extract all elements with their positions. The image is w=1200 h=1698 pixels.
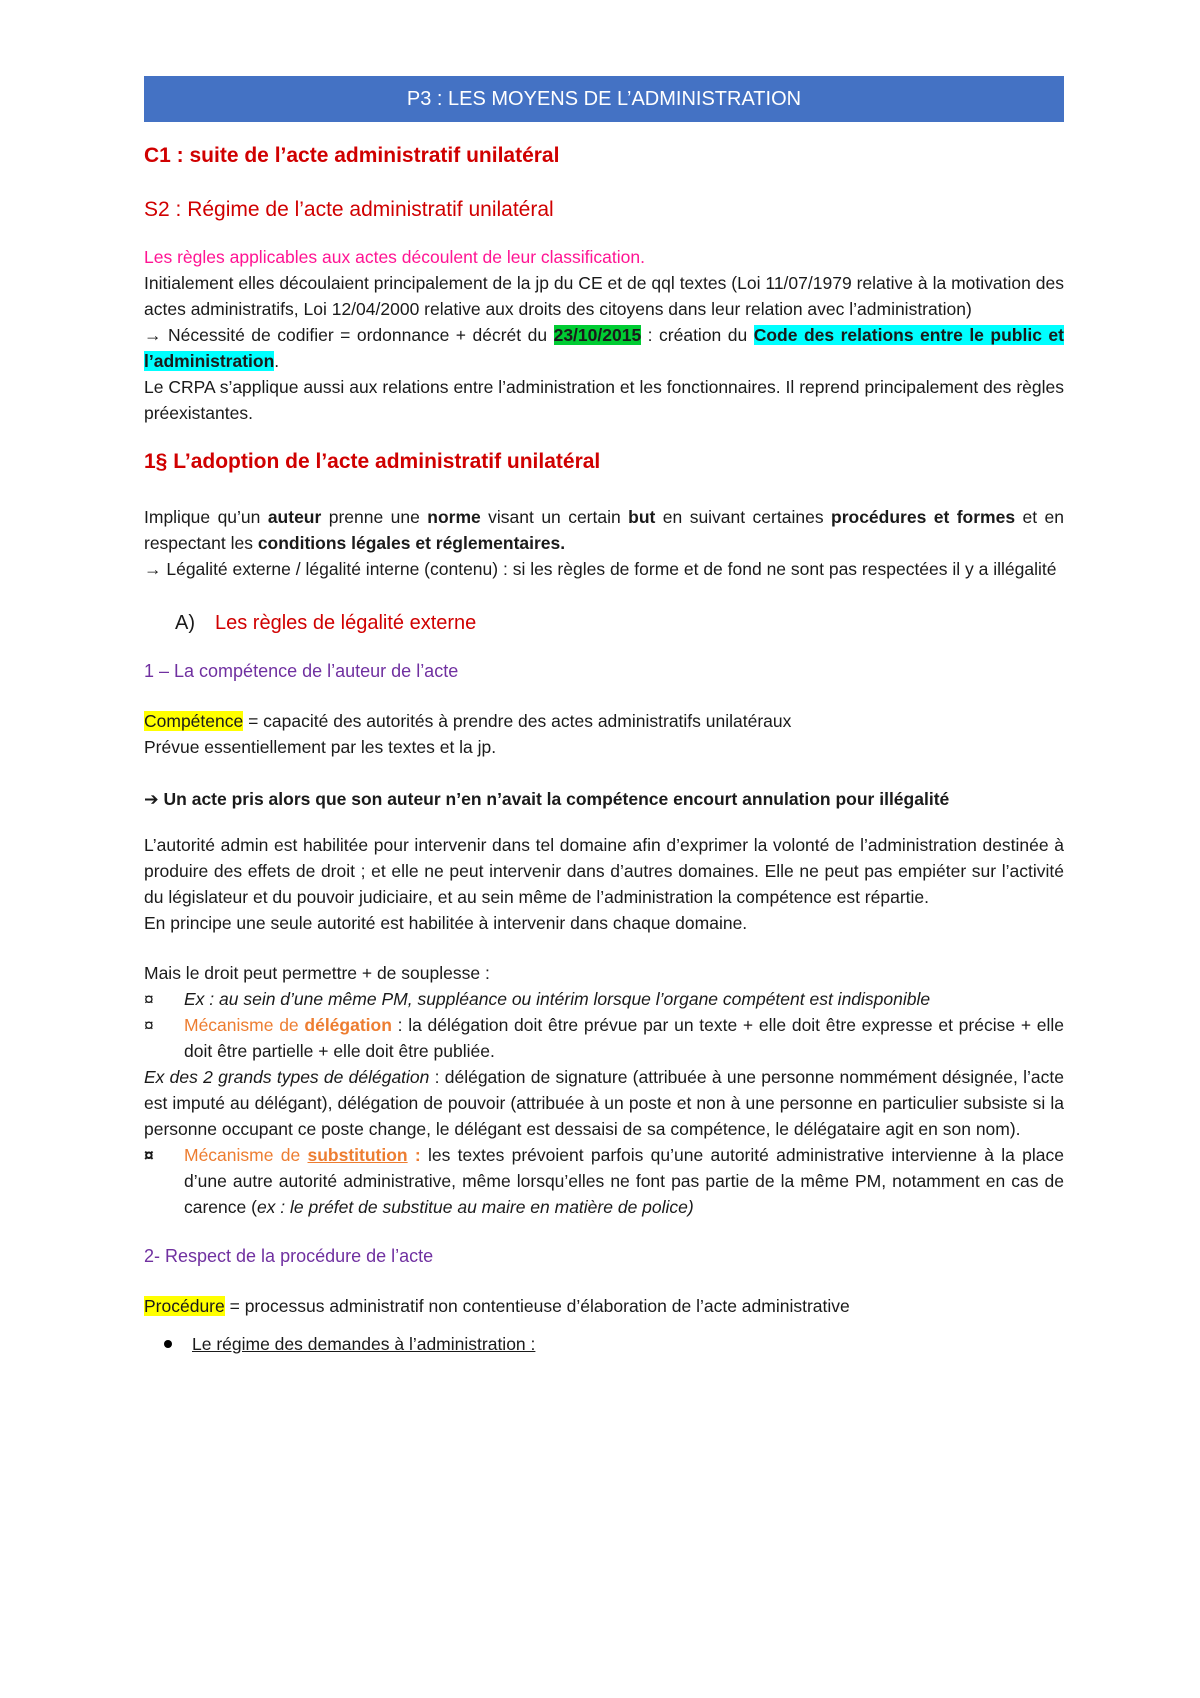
delegation-types-paragraph: [144, 1064, 1064, 1142]
subheading-a-label: A): [175, 612, 195, 634]
adoption-paragraph: [144, 504, 1064, 556]
interim-example: Ex : au sein d’une même PM, suppléance ou intérim lorsque l’organe compétent est indisponible: [184, 989, 931, 1009]
competence-paragraph: L’autorité admin est habilitée pour intervenir dans tel domaine afin d’exprimer la volonté de l’administration destinée à produire des effets de droit ; et elle ne peut intervenir dans d’autres domaines. Elle ne peut pas empiéter sur l’activité du législateur et du pouvoir judiciaire, et au sein même de l’administration la compétence est répartie.: [144, 835, 1064, 907]
substitution-text: [184, 1142, 1064, 1220]
substitution-description: les textes prévoient parfois qu’une autorité administrative intervienne à la place d’une autre autorité administrative, même lorsqu’elles ne font pas partie de la même PM, notamment en cas de carence (: [184, 1145, 1064, 1217]
adoption-text-3: visant un certain: [480, 507, 629, 527]
banner-title: P3 : LES MOYENS DE L’ADMINISTRATION: [406, 87, 802, 110]
intro-paragraph: Initialement elles découlaient principalement de la jp du CE et de qql textes (Loi 11/07/1979 relative à la motivation des actes administratifs, Loi 12/04/2000 relative aux droits des citoyens dans leur relation avec l’administration): [144, 273, 1064, 319]
flexibility-intro: Mais le droit peut permettre + de souplesse :: [144, 963, 490, 983]
delegation-label: Mécanisme de: [184, 1015, 305, 1035]
page-banner: [144, 76, 1064, 122]
adoption-block: [144, 504, 1064, 582]
subheading-a: [175, 612, 1064, 635]
delegation-types-label: Ex des 2 grands types de délégation: [144, 1067, 430, 1087]
list-item-delegation: [144, 1012, 1064, 1064]
adoption-bold-2: norme: [427, 507, 481, 527]
delegation-text: [184, 1012, 1064, 1064]
bullet-dot-icon: [164, 1340, 172, 1348]
intro-block: [144, 244, 1064, 426]
procedure-heading: 2- Respect de la procédure de l’acte: [144, 1246, 434, 1266]
adoption-bold-3: but: [628, 507, 656, 527]
procedure-def-text: = processus administratif non contentieuse d’élaboration de l’acte administrative: [224, 1296, 850, 1316]
bullet-marker: ¤: [144, 1145, 154, 1165]
date-highlight: 23/10/2015: [553, 325, 642, 345]
document-page: [144, 76, 1064, 1357]
bullet-marker: ¤: [144, 1015, 154, 1035]
procedure-term: Procédure: [144, 1296, 225, 1316]
delegation-term: délégation: [304, 1015, 392, 1035]
competence-principle: En principe une seule autorité est habilitée à intervenir dans chaque domaine.: [144, 913, 748, 933]
adoption-text-5: et en respectant les: [144, 507, 1064, 553]
list-item-demandes: [144, 1331, 1064, 1357]
delegation-description: : la délégation doit être prévue par un texte + elle doit être expresse et précise + elle doit être partielle + elle doit être publiée.: [184, 1015, 1064, 1061]
adoption-text-1: Implique qu’un: [144, 507, 268, 527]
legality-arrow-line: → Légalité externe / légalité interne (contenu) : si les règles de forme et de fond ne sont pas respectées il y a illégalité: [144, 559, 1057, 579]
competence-source: Prévue essentiellement par les textes et la jp.: [144, 737, 497, 757]
demandes-heading: Le régime des demandes à l’administration :: [192, 1334, 536, 1354]
codification-text-b: : création du: [641, 325, 754, 345]
adoption-text-2: prenne une: [321, 507, 428, 527]
codification-text-c: .: [274, 351, 280, 371]
list-item-substitution: [144, 1142, 1064, 1220]
codification-text-a: → Nécessité de codifier = ordonnance + décrét du: [144, 325, 554, 345]
intro-pink-line: Les règles applicables aux actes découlent de leur classification.: [144, 247, 645, 267]
competence-block: [144, 708, 1064, 1220]
procedure-definition: [144, 1293, 1064, 1319]
list-item-interim: [144, 986, 1064, 1012]
adoption-bold-1: auteur: [267, 507, 322, 527]
competence-arrow-statement: ➔ Un acte pris alors que son auteur n’en n’avait la compétence encourt annulation pour illégalité: [144, 789, 950, 809]
substitution-label: Mécanisme de: [184, 1145, 308, 1165]
adoption-text-4: en suivant certaines: [655, 507, 831, 527]
codification-paragraph: [144, 322, 1064, 374]
adoption-bold-4: procédures et formes: [831, 507, 1016, 527]
chapter-title: C1 : suite de l’acte administratif unilatéral: [144, 144, 560, 167]
substitution-colon: :: [407, 1145, 421, 1165]
subsection-title: 1§ L’adoption de l’acte administratif unilatéral: [144, 450, 601, 473]
crpa-paragraph: Le CRPA s’applique aussi aux relations entre l’administration et les fonctionnaires. Il reprend principalement des règles préexistantes.: [144, 377, 1064, 423]
competence-definition: [144, 708, 1064, 734]
code-name-highlight: Code des relations entre le public et l’administration: [144, 325, 1064, 371]
substitution-example: ex : le préfet de substitue au maire en matière de police): [256, 1197, 694, 1217]
procedure-block: [144, 1293, 1064, 1357]
subheading-a-title: Les règles de légalité externe: [215, 612, 477, 634]
competence-term: Compétence: [144, 711, 244, 731]
substitution-term: substitution: [307, 1145, 408, 1165]
adoption-bold-5: conditions légales et réglementaires.: [257, 533, 566, 553]
section-title: S2 : Régime de l’acte administratif unilatéral: [144, 198, 554, 221]
bullet-marker: ¤: [144, 989, 154, 1009]
competence-def-text: = capacité des autorités à prendre des actes administratifs unilatéraux: [243, 711, 792, 731]
delegation-types-text: : délégation de signature (attribuée à une personne nommément désignée, l’acte est imputé au délégant), délégation de pouvoir (attribuée à un poste et non à une personne en particulier subsiste si la personne occupant ce poste change, le délégant est dessaisi de sa compétence, le délégataire agit en son nom).: [144, 1067, 1064, 1139]
competence-heading: 1 – La compétence de l’auteur de l’acte: [144, 661, 459, 681]
